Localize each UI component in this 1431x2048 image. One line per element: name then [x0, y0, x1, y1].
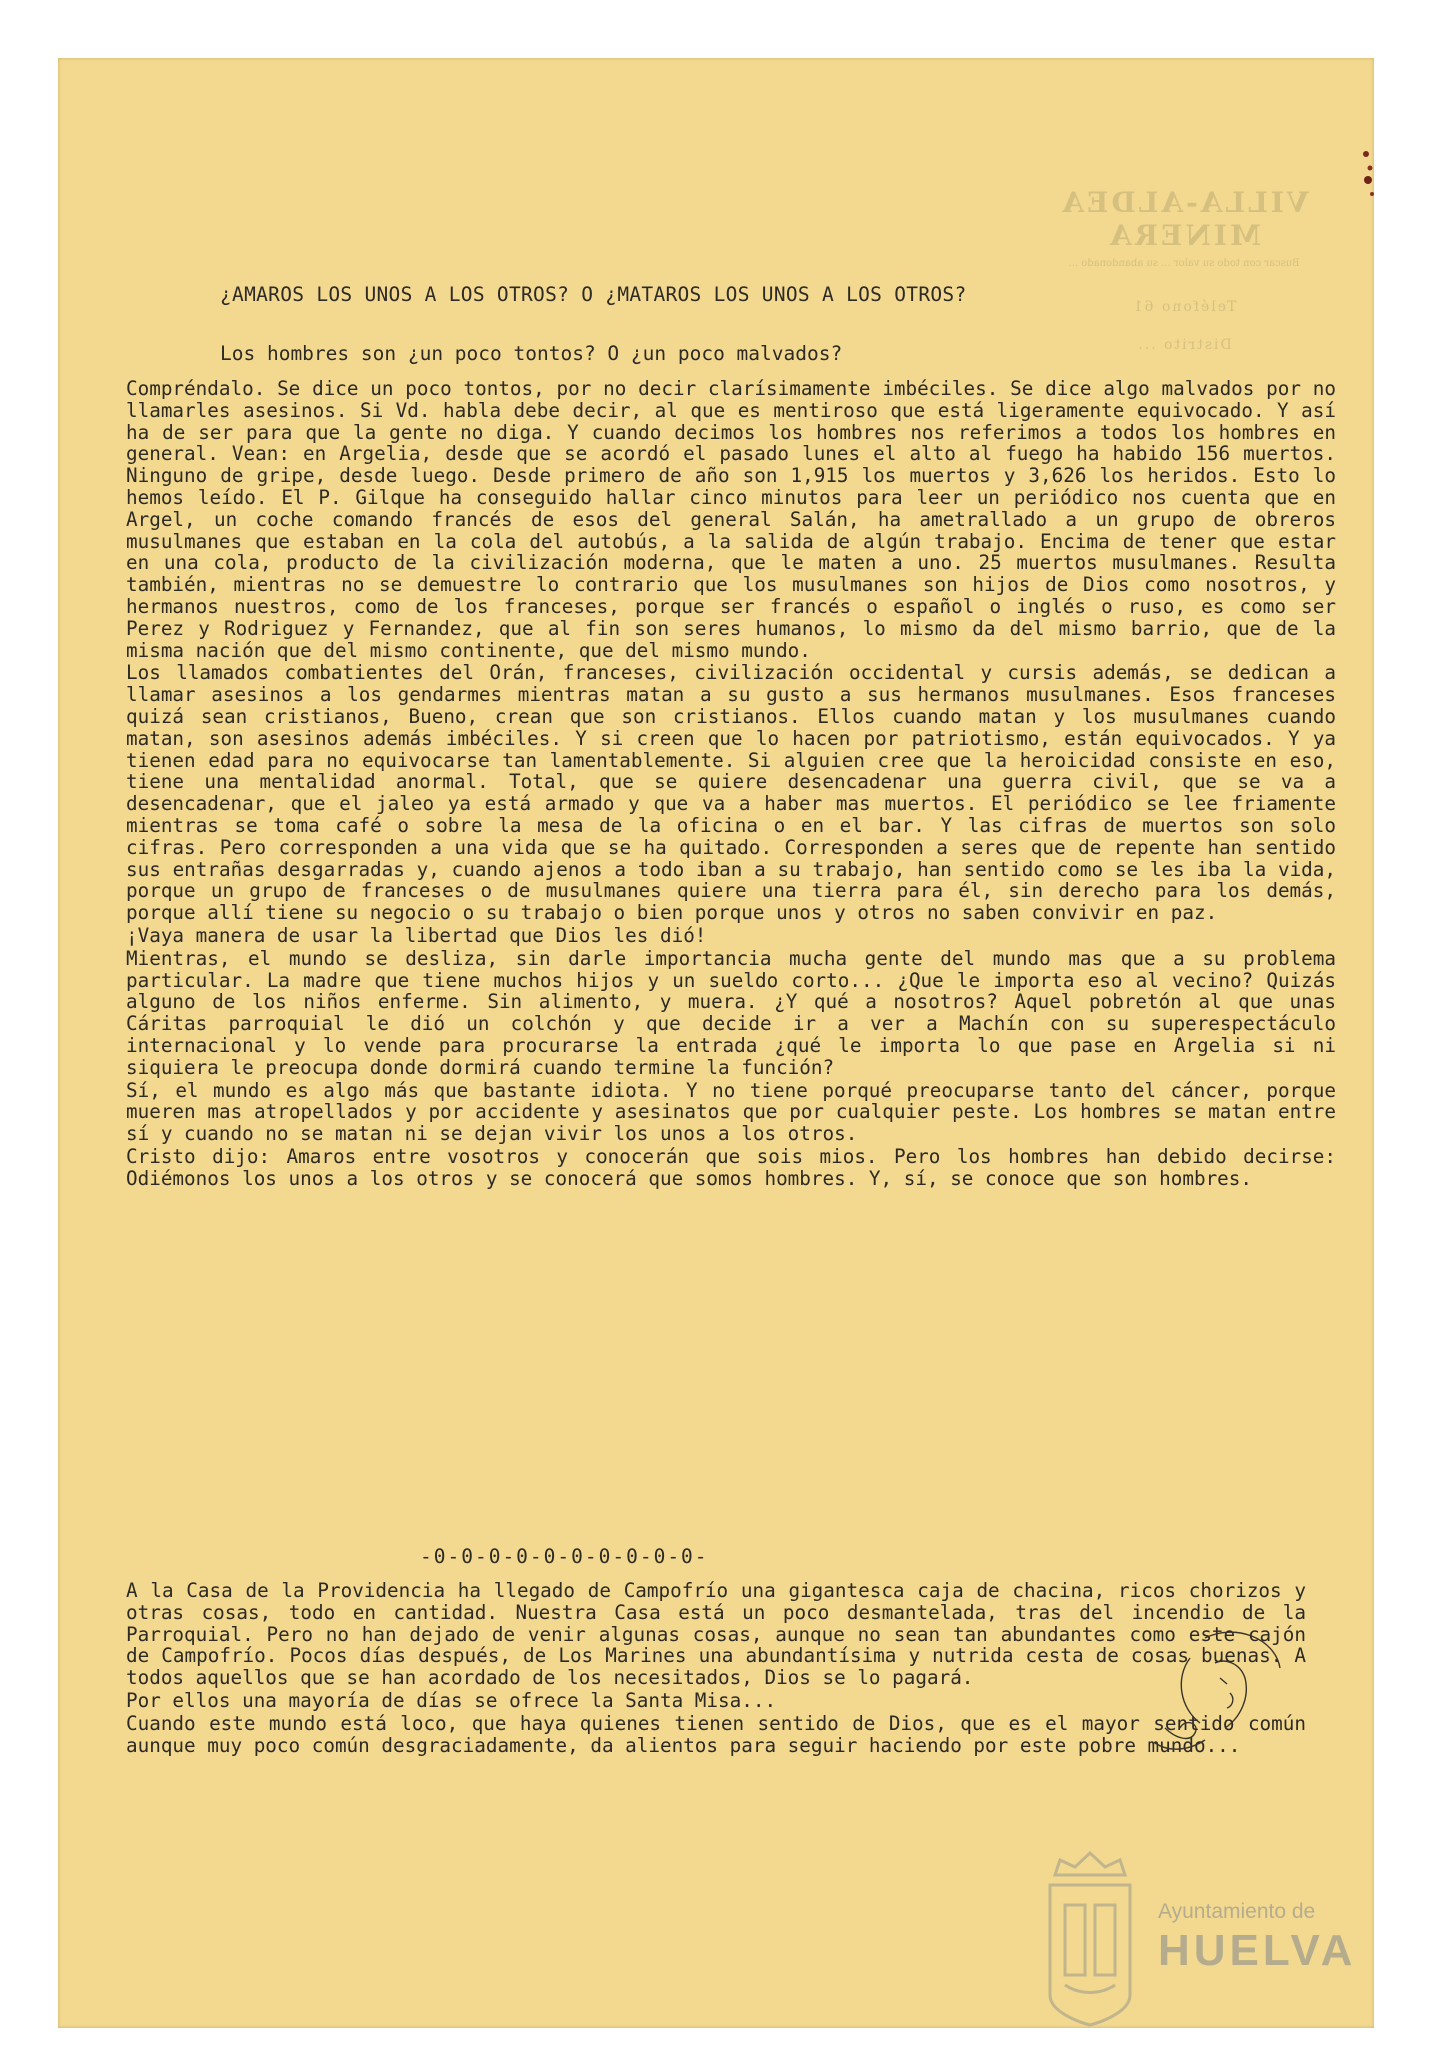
main-article: [126, 378, 1336, 1190]
paragraph: ¡Vaya manera de usar la libertad que Dios les dió!: [126, 923, 707, 947]
paragraph: Los llamados combatientes del Orán, franceses, civilización occidental y cursis además, se dedican a llamar asesinos a los gendarmes mientras matan a su gusto a sus hermanos musulmanes. Esos franceses quizá sean cristianos, Bueno, crean que son cristianos. Ellos cuando matan y los musulmanes cuando matan, son asesinos además imbéciles. Y si creen que lo hacen por patriotismo, están equivocados. Y ya tienen edad para no equivocarse tan lamentablemente. Si alguien cree que la heroicidad consiste en eso, tiene una mentalidad anormal. Total, que se quiere desencadenar una guerra civil, que se va a desencadenar, que el jaleo ya está armado y que va a haber mas muertos. El periódico se lee friamente mientras se toma café o sobre la mesa de la oficina o en el bar. Y las cifras de muertos son solo cifras. Pero corresponden a una vida que se ha quitado. Corresponden a seres que de repente han sentido sus entrañas desgarradas y, cuando ajenos a todo iban a su trabajo, han sentido como se les iba la vida, porque un grupo de franceses o de musulmanes quiere una tierra para él, sin derecho para los demás, porque allí tiene su negocio o su trabajo o bien porque unos y otros no saben convivir en paz.: [126, 661, 1336, 925]
paragraph: Mientras, el mundo se desliza, sin darle importancia mucha gente del mundo mas que a su problema particular. La madre que tiene muchos hijos y un sueldo corto... ¿Que le importa eso al vecino? Quizás alguno de los niños enferme. Sin alimento, y muera. ¿Y qué a nosotros? Aquel pobretón al que unas Cáritas parroquial le dió un colchón y que decide ir a ver a Machín con su superespectáculo internacional y lo vende para procurarse la entrada ¿qué le importa lo que pase en Argelia si ni siquiera le preocupa donde dormirá cuando termine la función?: [126, 946, 1336, 1079]
letterhead-name: VILLA-ALDEA MINERA: [1059, 186, 1309, 252]
paragraph: A la Casa de la Providencia ha llegado de Campofrío una gigantesca caja de chacina, ricos chorizos y otras cosas, todo en cantidad. Nuestra Casa está un poco desmantelada, tras del incendio de la Parroquial. Pero no han dejado de venir algunas cosas, aunque no sean tan abundantes como este cajón de Campofrío. Pocos días después, de Los Marines una abundantísima y nutrida cesta de cosas buenas. A todos aquellos que se han acordado de los necesitados, Dios se lo pagará.: [126, 1579, 1306, 1690]
section-separator: -0-0-0-0-0-0-0-0-0-0-: [420, 1545, 709, 1568]
paragraph: Cristo dijo: Amaros entre vosotros y conocerán que sois mios. Pero los hombres han debido decirse: Odiémonos los unos a los otros y se conocerá que somos hombres. Y, sí, se conoce que son hombres.: [126, 1144, 1336, 1190]
paragraph: Cuando este mundo está loco, que haya quienes tienen sentido de Dios, que es el mayor sentido común aunque muy poco común desgraciadamente, da alientos para seguir haciendo por este pobre mundo...: [126, 1711, 1306, 1757]
letterhead-line: Buscar con todo su valor ... su abandonado ...: [1068, 258, 1300, 269]
watermark-line1: Ayuntamiento de: [1158, 1900, 1316, 1923]
letterhead-place: Distrito ...: [1136, 337, 1232, 353]
lead-question: Los hombres son ¿un poco tontos? O ¿un poco malvados?: [220, 342, 843, 365]
paragraph: Compréndalo. Se dice un poco tontos, por no decir clarísimamente imbéciles. Se dice algo malvados por no llamarles asesinos. Si Vd. habla debe decir, al que es mentiroso que está ligeramente equivocado. Y así ha de ser para que la gente no diga. Y cuando decimos los hombres nos referimos a todos los hombres en general. Vean: en Argelia, desde que se acordó el pasado lunes el alto al fuego ha habido 156 muertos. Ninguno de gripe, desde luego. Desde primero de año son 1,915 los muertos y 3,626 los heridos. Esto lo hemos leído. El P. Gilque ha conseguido hallar cinco minutos para leer un periódico nos cuenta que en Argel, un coche comando francés de esos del general Salán, ha ametrallado a un grupo de obreros musulmanes que estaban en la cola del autobús, a la salida de algún trabajo. Encima de tener que estar en una cola, producto de la civilización moderna, que le maten a uno. 25 muertos musulmanes. Resulta también, mientras no se demuestre lo contrario que los musulmanes son hijos de Dios como nosotros, y hermanos nuestros, como de los franceses, porque ser francés o español o inglés o ruso, es como ser Perez y Rodriguez y Fernandez, que al fin son seres humanos, lo mismo da del mismo barrio, que de la misma nación que del mismo continente, que del mismo mundo.: [126, 377, 1336, 662]
ink-stain-icon: [1358, 146, 1378, 206]
face-sketch-icon: [1145, 1618, 1295, 1758]
paragraph: Sí, el mundo es algo más que bastante idiota. Y no tiene porqué preocuparse tanto del cáncer, porque mueren mas atropellados y por accidente y asesinatos que por cualquier peste. Los hombres se matan entre sí y cuando no se matan ni se dejan vivir los unos a los otros.: [126, 1078, 1336, 1146]
watermark-line2: HUELVA: [1158, 1926, 1357, 1975]
paragraph: Por ellos una mayoría de días se ofrece la Santa Misa...: [126, 1688, 777, 1712]
letterhead-phone: Teléfono 61: [1131, 299, 1237, 315]
second-article: [126, 1580, 1306, 1757]
document-title: ¿AMAROS LOS UNOS A LOS OTROS? O ¿MATAROS LOS UNOS A LOS OTROS?: [220, 283, 967, 306]
